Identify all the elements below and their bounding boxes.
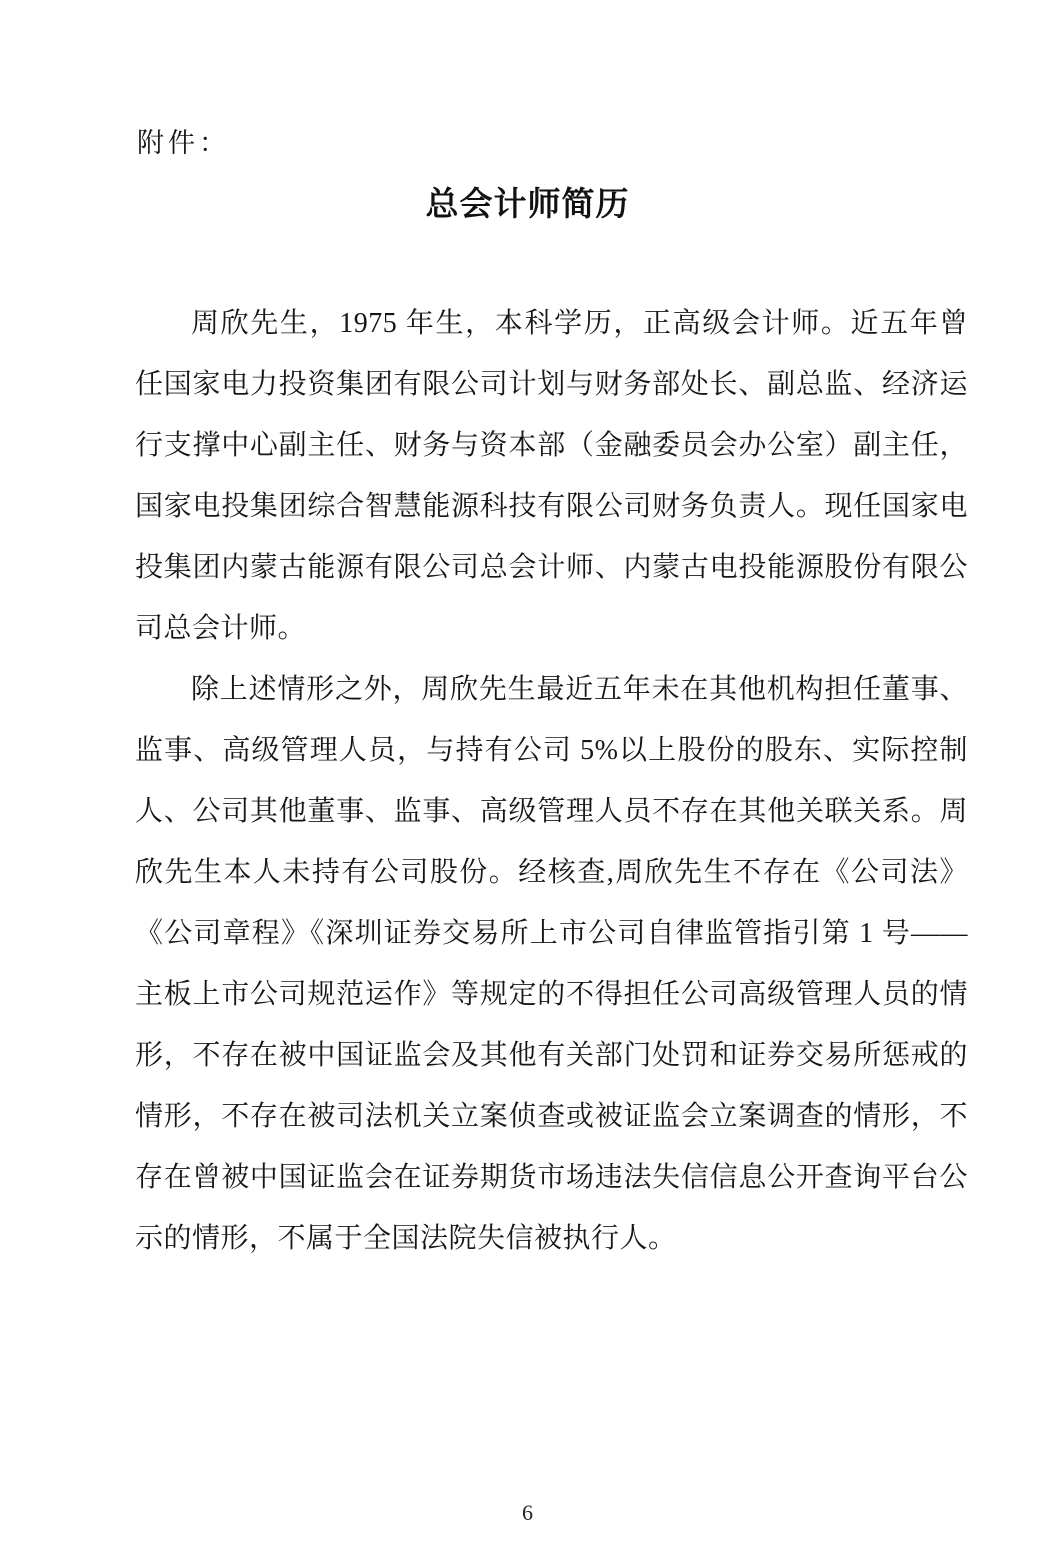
page-title: 总会计师简历 [425,185,630,222]
attachment-label: 附件： [137,128,230,158]
page-number: 6 [522,1500,533,1525]
paragraph-disclosure: 除上述情形之外，周欣先生最近五年未在其他机构担任董事、监事、高级管理人员，与持有公司 5%以上股份的股东、实际控制人、公司其他董事、监事、高级管理人员不存在其他关联关系。周欣先生本人未持有公司股份。经核查,周欣先生不存在《公司法》《公司章程》《深圳证券交易所上市公司自律监管指引第 1 号——主板上市公司规范运作》等规定的不得担任公司高级管理人员的情形，不存在被中国证监会及其他有关部门处罚和证券交易所惩戒的情形，不存在被司法机关立案侦查或被证监会立案调查的情形，不存在曾被中国证监会在证券期货市场违法失信信息公开查询平台公示的情形，不属于全国法院失信被执行人。 [135,674,968,1254]
document-body [135,293,968,1269]
paragraph-bio: 周欣先生，1975 年生，本科学历，正高级会计师。近五年曾任国家电力投资集团有限公司计划与财务部处长、副总监、经济运行支撑中心副主任、财务与资本部（金融委员会办公室）副主任，国家电投集团综合智慧能源科技有限公司财务负责人。现任国家电投集团内蒙古能源有限公司总会计师、内蒙古电投能源股份有限公司总会计师。 [135,308,968,644]
